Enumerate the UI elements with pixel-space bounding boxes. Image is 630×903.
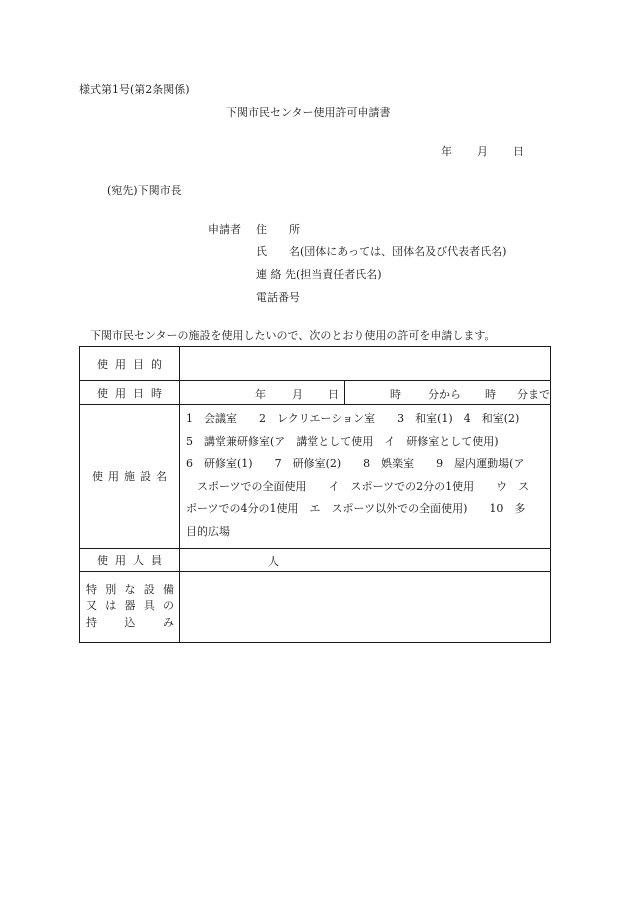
use-date-year: 年 <box>255 388 266 401</box>
equipment-label-char: の <box>163 599 174 613</box>
facility-line: スポーツでの全面使用 イ スポーツでの2分の1使用 ウ ス <box>186 479 530 493</box>
equipment-label-char: 又 <box>86 599 97 613</box>
addressee: (宛先)下関市長 <box>107 184 182 197</box>
date-month: 月 <box>477 145 488 158</box>
people-row <box>80 548 551 571</box>
time-start-minute: 分から <box>428 388 461 401</box>
purpose-row <box>80 347 551 381</box>
equipment-label <box>80 571 180 642</box>
form-number: 様式第1号(第2条関係) <box>79 83 190 96</box>
facility-line: 1 会議室 2 レクリエーション室 3 和室(1) 4 和室(2) <box>186 412 520 425</box>
document-title: 下関市民センター使用許可申請書 <box>226 106 391 119</box>
equipment-row <box>80 571 551 642</box>
equipment-label-char: 特 <box>86 582 97 596</box>
time-end-minute: 分まで <box>517 388 550 401</box>
date-day: 日 <box>513 145 524 158</box>
date-input[interactable] <box>180 381 551 405</box>
equipment-label-char: 込 <box>124 615 136 629</box>
applicant-name-field[interactable]: 氏 名(団体にあっては、団体名及び代表者氏名) <box>256 245 507 258</box>
date-row <box>80 381 551 405</box>
applicant-address-field[interactable]: 住 所 <box>256 223 300 236</box>
facility-options[interactable] <box>180 405 551 549</box>
facility-line: 5 講堂兼研修室(ア 講堂として使用 イ 研修室として使用) <box>186 434 499 448</box>
applicant-phone-field[interactable]: 電話番号 <box>256 291 300 304</box>
equipment-label-char: 持 <box>86 615 97 629</box>
facility-row <box>80 405 551 549</box>
date-year: 年 <box>441 145 452 158</box>
equipment-label-char: 具 <box>143 599 155 613</box>
facility-line: 目的広場 <box>186 524 230 538</box>
people-input[interactable] <box>180 548 551 571</box>
equipment-input[interactable] <box>180 571 551 642</box>
purpose-label: 使用目的 <box>80 347 180 381</box>
equipment-label-line-2 <box>80 598 179 615</box>
equipment-label-char: 設 <box>143 582 155 596</box>
facility-line: 6 研修室(1) 7 研修室(2) 8 娯楽室 9 屋内運動場(ア <box>186 457 525 471</box>
time-end-hour: 時 <box>485 388 496 401</box>
equipment-label-char: は <box>105 599 117 613</box>
equipment-label-line-3 <box>80 615 179 632</box>
equipment-label-char: 別 <box>105 582 117 596</box>
use-date-day: 日 <box>328 388 339 401</box>
facility-label: 使用施設名 <box>80 405 180 549</box>
date-label: 使用日時 <box>80 381 180 405</box>
people-label: 使用人員 <box>80 548 180 571</box>
application-table <box>79 346 551 643</box>
time-start-hour: 時 <box>390 388 401 401</box>
equipment-label-char: 器 <box>124 599 136 613</box>
intro-text: 下関市民センターの施設を使用したいので、次のとおり使用の許可を申請します。 <box>90 329 496 342</box>
purpose-input[interactable] <box>180 347 551 381</box>
equipment-label-char: 備 <box>163 582 174 596</box>
applicant-label: 申請者 <box>208 223 241 236</box>
equipment-label-char: な <box>124 582 136 596</box>
use-date-month: 月 <box>292 388 303 401</box>
equipment-label-char: み <box>163 615 174 629</box>
applicant-contact-field[interactable]: 連 絡 先(担当責任者氏名) <box>256 268 382 281</box>
date-time-divider <box>344 381 345 404</box>
people-unit: 人 <box>268 554 279 568</box>
facility-line: ポーツでの4分の1使用 エ スポーツ以外での全面使用) 10 多 <box>186 502 526 516</box>
equipment-label-line-1 <box>80 582 179 599</box>
